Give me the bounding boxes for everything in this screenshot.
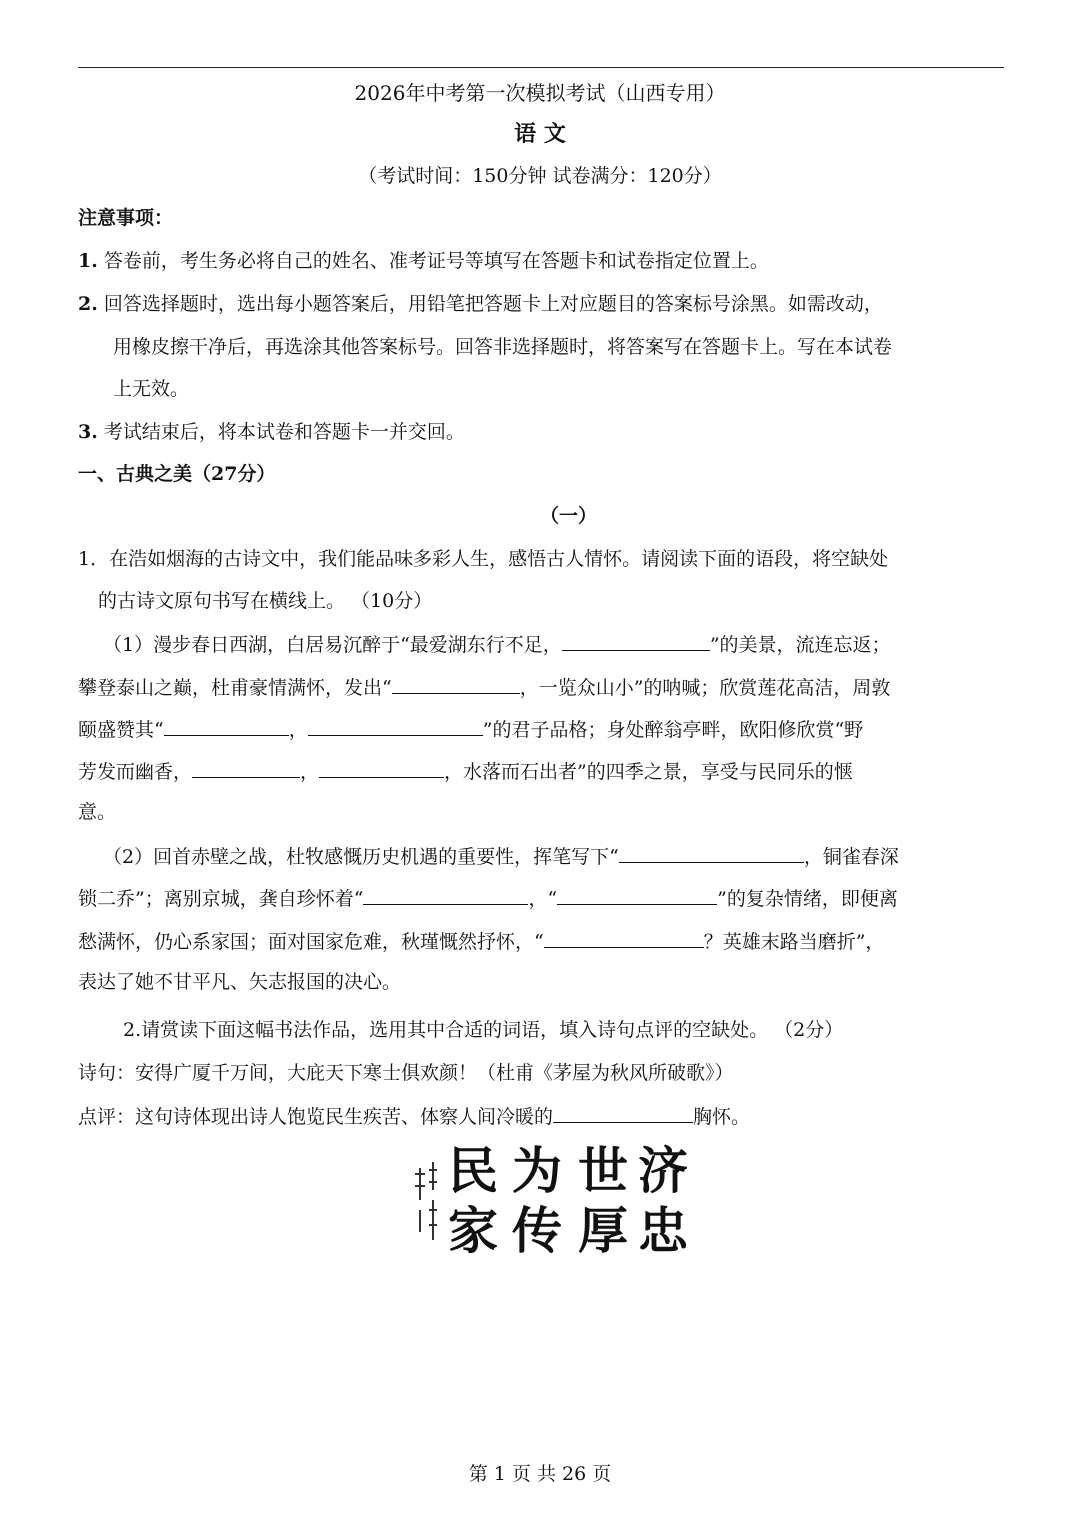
calli-char: 家 (448, 1201, 498, 1260)
exam-title: 2026年中考第一次模拟考试（山西专用） (354, 81, 726, 105)
q2-comment-text: 点评：这句诗体现出诗人饱览民生疾苦、体察人间冷暖的 (78, 1106, 554, 1128)
q1-p2-line1 (103, 842, 899, 870)
q1-p1-line4 (78, 757, 853, 785)
notice-num-3: 3. (78, 421, 98, 443)
answer-blank[interactable] (553, 1102, 693, 1123)
q1-line1: 1．在浩如烟海的古诗文中，我们能品味多彩人生，感悟古人情怀。请阅读下面的语段，将空缺处 (78, 548, 889, 570)
notice-text-1: 答卷前，考生务必将自己的姓名、准考证号等填写在答题卡和试卷指定位置上。 (103, 250, 769, 272)
page-footer: 第 1 页 共 26 页 (468, 1463, 612, 1485)
notice-text-3: 考试结束后，将本试卷和答题卡一并交回。 (103, 421, 465, 443)
q1-p1-line2 (78, 673, 890, 701)
q1-p2-line3 (78, 927, 884, 955)
answer-blank[interactable] (319, 757, 444, 778)
q1-p1-text-d1: 芳发而幽香， (78, 761, 193, 783)
q1-p1-text-a1: （1）漫步春日西湖，白居易沉醉于“最爱湖东行不足， (103, 634, 562, 656)
q1-p2-line4: 表达了她不甘平凡、矢志报国的决心。 (78, 971, 402, 993)
notice-item-1 (78, 248, 769, 274)
q1-p1-text-c2: ， (288, 719, 308, 741)
q2-comment-end: 胸怀。 (693, 1106, 751, 1128)
q1-p1-line3 (78, 715, 863, 743)
q1-p2-text-b3: ”的复杂情绪，即便离 (717, 888, 898, 910)
q1-line2: 的古诗文原句书写在横线上。 （10分） (98, 590, 433, 612)
q1-p1-text-a2: ”的美景，流连忘返； (709, 634, 891, 656)
notice-text-2: 回答选择题时，选出每小题答案后，用铅笔把答题卡上对应题目的答案标号涂黑。如需改动， (103, 293, 883, 315)
q2-comment (78, 1102, 750, 1130)
notice-heading: 注意事项： (78, 207, 174, 229)
q2-poem: 诗句：安得广厦千万间，大庇天下寒士俱欢颜！（杜甫《茅屋为秋风所破歌》） (78, 1062, 734, 1084)
q1-p1-text-d2: ， (300, 761, 320, 783)
answer-blank[interactable] (308, 715, 483, 736)
answer-blank[interactable] (392, 673, 520, 694)
answer-blank[interactable] (192, 757, 300, 778)
answer-blank[interactable] (164, 715, 289, 736)
q1-p1-text-c3: ”的君子品格；身处醉翁亭畔，欧阳修欣赏“野 (482, 719, 864, 741)
notice-item-3 (78, 419, 465, 445)
q1-p1-text-b1: 攀登泰山之巅，杜甫豪情满怀，发出“ (78, 677, 392, 699)
exam-info: （考试时间：150分钟 试卷满分：120分） (358, 165, 722, 187)
section1-sub: （一） (540, 505, 598, 527)
calli-char: 忠 (638, 1201, 688, 1260)
calligraphy-signature (415, 1162, 437, 1240)
q1-p2-text-a1: （2）回首赤壁之战，杜牧感慨历史机遇的重要性，挥笔写下“ (103, 846, 619, 868)
q1-p2-line2 (78, 884, 898, 912)
calli-char: 世 (578, 1141, 628, 1200)
q1-p2-text-c2: ？英雄末路当磨折”， (703, 931, 885, 953)
calli-char: 厚 (578, 1201, 628, 1260)
q1-p1-line1 (103, 630, 891, 658)
calli-char: 民 (448, 1141, 498, 1200)
q1-p2-text-a2: ，铜雀春深 (803, 846, 899, 868)
q2-line1: 2.请赏读下面这幅书法作品，选用其中合适的词语，填入诗句点评的空缺处。 （2分） (123, 1019, 844, 1041)
q1-p2-text-c1: 愁满怀，仍心系家国；面对国家危难，秋瑾慨然抒怀，“ (78, 931, 544, 953)
calli-char: 传 (512, 1201, 562, 1260)
notice-text-2-cont2: 上无效。 (113, 378, 190, 400)
calligraphy-artwork (400, 1140, 700, 1280)
q1-p2-text-b1: 锁二乔”；离别京城，龚自珍怀着“ (78, 888, 364, 910)
answer-blank[interactable] (557, 884, 717, 905)
top-rule (78, 67, 1004, 68)
q1-p1-line5: 意。 (78, 801, 117, 823)
answer-blank[interactable] (544, 927, 704, 948)
answer-blank[interactable] (562, 630, 710, 651)
q1-p1-text-c1: 颐盛赞其“ (78, 719, 164, 741)
subject-title: 语 文 (514, 121, 566, 147)
notice-num-2: 2. (78, 293, 98, 315)
notice-text-2-cont1: 用橡皮擦干净后，再选涂其他答案标号。回答非选择题时，将答案写在答题卡上。写在本试卷 (113, 336, 893, 358)
calli-char: 济 (638, 1141, 688, 1200)
q1-p1-text-b2: ，一览众山小”的呐喊；欣赏莲花高洁，周敦 (519, 677, 891, 699)
answer-blank[interactable] (619, 842, 804, 863)
notice-num-1: 1. (78, 250, 98, 272)
q1-p1-text-d3: ，水落而石出者”的四季之景，享受与民同乐的惬 (444, 761, 853, 783)
answer-blank[interactable] (363, 884, 528, 905)
calli-char: 为 (512, 1141, 562, 1200)
q1-p2-text-b2: ，“ (528, 888, 558, 910)
notice-item-2 (78, 291, 883, 317)
section1-heading: 一、古典之美（27分） (78, 463, 276, 485)
